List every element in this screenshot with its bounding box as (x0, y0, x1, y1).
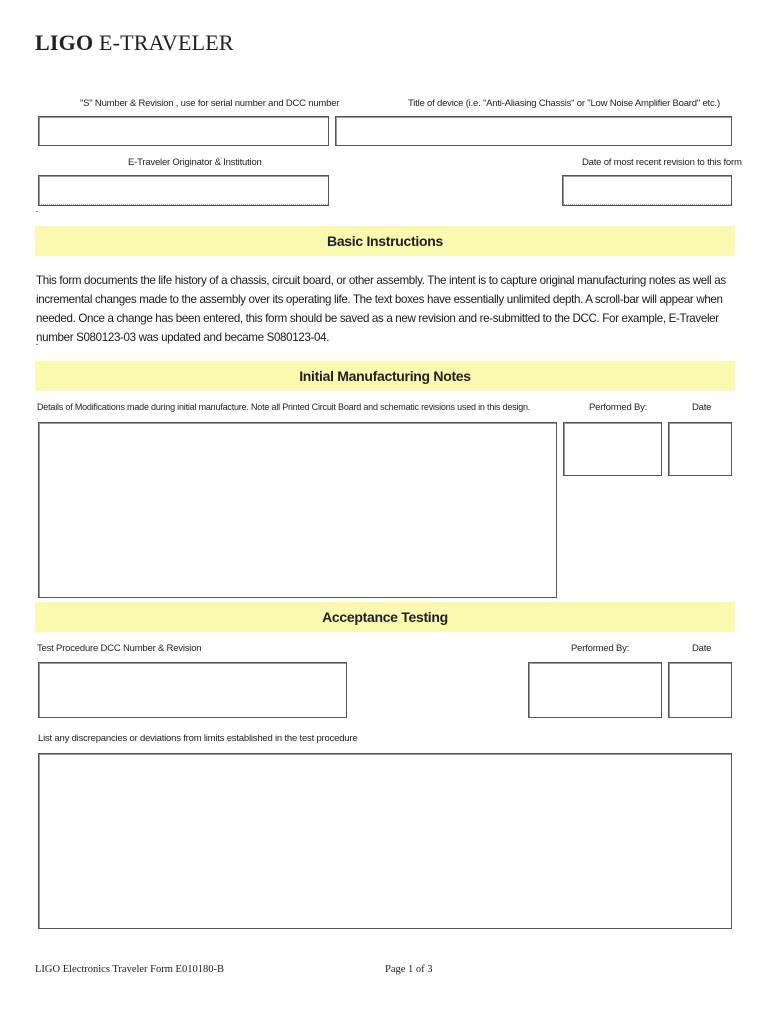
title-rest: E-TRAVELER (93, 30, 234, 55)
device-title-input[interactable] (335, 116, 732, 146)
initial-manufacturing-heading: Initial Manufacturing Notes (35, 361, 735, 391)
modifications-details-input[interactable] (38, 422, 557, 598)
footer-page-number: Page 1 of 3 (385, 964, 433, 975)
test-performed-by-input[interactable] (528, 662, 662, 718)
discrepancies-input[interactable] (38, 753, 732, 929)
originator-label: E-Traveler Originator & Institution (128, 157, 262, 168)
modifications-details-label: Details of Modifications made during initial manufacture. Note all Printed Circuit Board and schematic revisions used in this design. (37, 402, 531, 412)
page-title (35, 30, 234, 56)
s-number-label: "S" Number & Revision , use for serial number and DCC number (80, 98, 340, 109)
basic-instructions-heading: Basic Instructions (35, 226, 735, 256)
title-brand: LIGO (35, 30, 94, 55)
performed-by-label: Performed By: (589, 402, 648, 413)
test-date-label: Date (692, 643, 712, 654)
date-label: Date (692, 402, 712, 413)
date-input[interactable] (668, 422, 732, 476)
test-procedure-input[interactable] (38, 662, 347, 718)
test-performed-by-label: Performed By: (571, 643, 630, 654)
acceptance-testing-heading: Acceptance Testing (35, 602, 735, 632)
revision-date-label: Date of most recent revision to this form (582, 157, 742, 168)
marker-dot (36, 344, 38, 345)
device-title-label: Title of device (i.e. "Anti-Aliasing Chassis" or "Low Noise Amplifier Board" etc.) (408, 98, 720, 109)
marker-dot (36, 211, 38, 212)
discrepancies-label: List any discrepancies or deviations from limits established in the test procedure (38, 733, 358, 744)
performed-by-input[interactable] (563, 422, 662, 476)
originator-input[interactable] (38, 175, 329, 206)
test-date-input[interactable] (668, 662, 732, 718)
s-number-input[interactable] (38, 116, 329, 146)
revision-date-input[interactable] (562, 175, 732, 206)
footer-form-id: LIGO Electronics Traveler Form E010180-B (35, 964, 224, 975)
test-procedure-label: Test Procedure DCC Number & Revision (37, 643, 202, 654)
basic-instructions-body: This form documents the life history of a chassis, circuit board, or other assembly. The intent is to capture original manufacturing notes as well as incremental changes made to the assembly over its operating life. The text boxes have essentially unlimited depth. A scroll-bar will appear when needed. Once a change has been entered, this form should be saved as a new revision and re-submitted to the DCC. For example, E-Traveler number S080123-03 was updated and became S080123-04. (36, 274, 726, 344)
